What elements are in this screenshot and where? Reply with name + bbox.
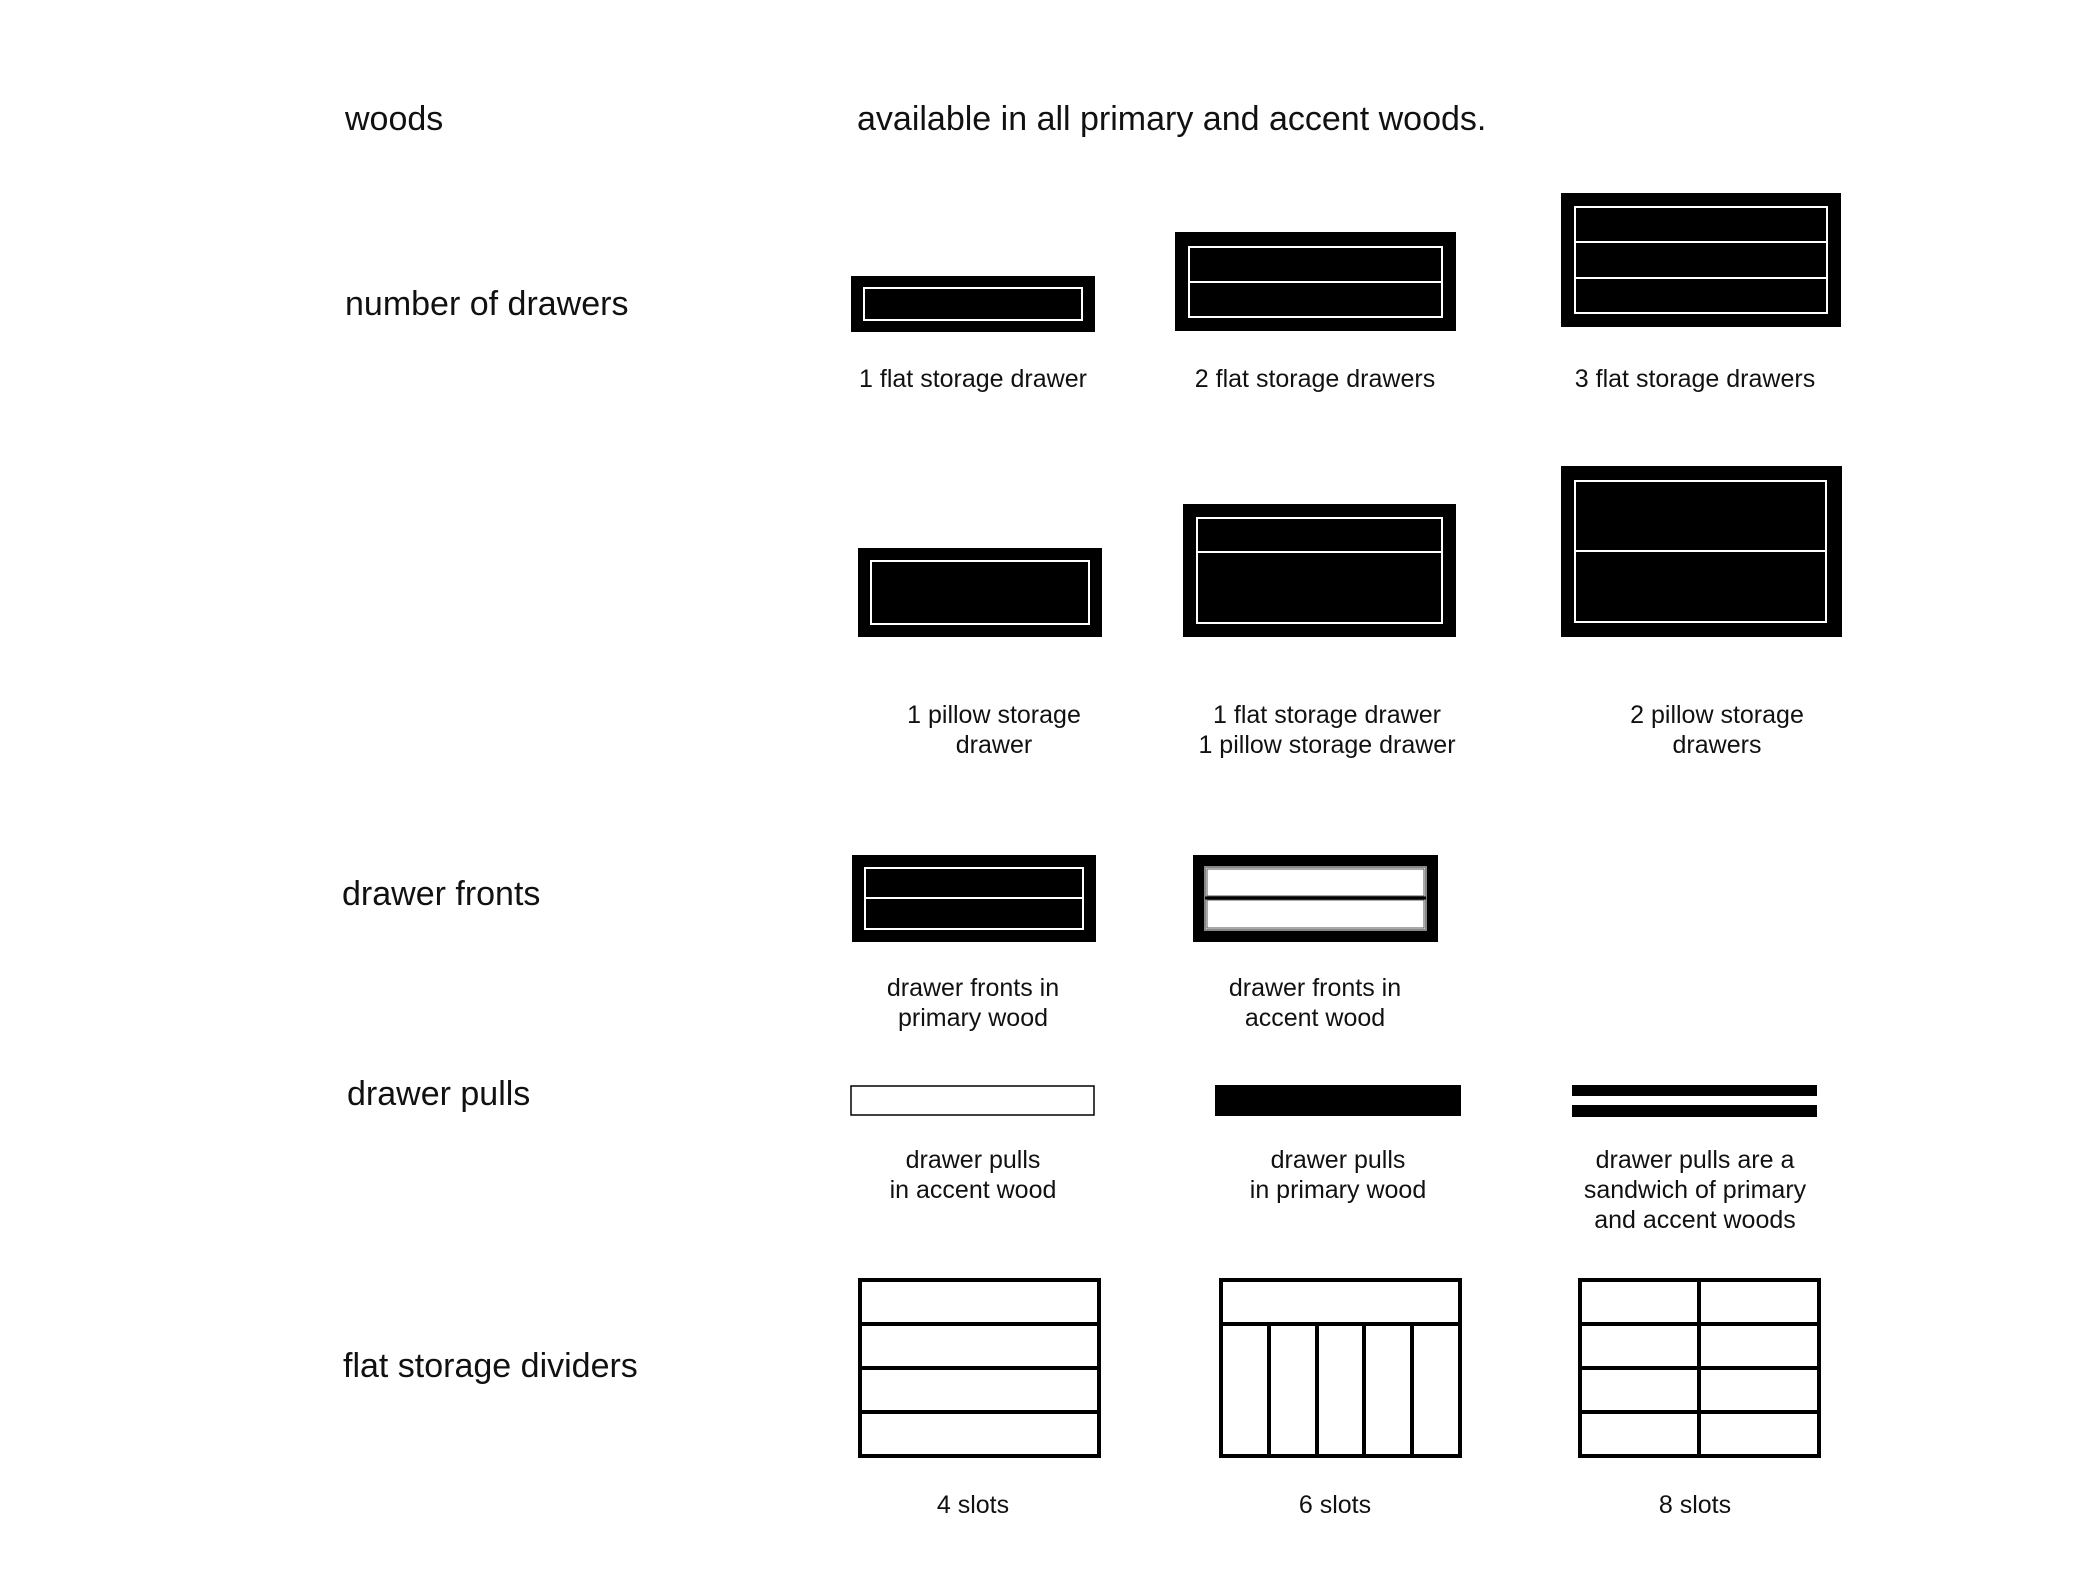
fronts-label: drawer fronts <box>342 875 541 913</box>
caption-pull-sandwich: drawer pulls are a sandwich of primary and accent woods <box>1583 1146 1807 1234</box>
caption-3-flat: 3 flat storage drawers <box>1574 365 1816 393</box>
pulls-label: drawer pulls <box>347 1075 531 1113</box>
caption-front-accent: drawer fronts in accent wood <box>1228 974 1402 1032</box>
caption-1-pillow: 1 pillow storage drawer <box>907 701 1081 759</box>
caption-1-flat: 1 flat storage drawer <box>859 365 1087 393</box>
caption-2-flat: 2 flat storage drawers <box>1194 365 1436 393</box>
drawer-option-1-pillow <box>858 548 1102 637</box>
caption-2-pillow: 2 pillow storage drawers <box>1630 701 1804 759</box>
front-accent-wood <box>1193 855 1438 942</box>
drawer-option-2-flat <box>1175 232 1456 331</box>
caption-flat-and-pillow: 1 flat storage drawer 1 pillow storage drawer <box>1198 701 1456 759</box>
divider-6-slots <box>1219 1278 1462 1458</box>
caption-6-slots: 6 slots <box>1298 1491 1372 1519</box>
caption-pull-accent: drawer pulls in accent wood <box>889 1146 1057 1204</box>
drawer-option-1-flat <box>851 276 1095 332</box>
drawer-option-3-flat <box>1561 193 1841 327</box>
woods-label: woods <box>345 100 444 138</box>
caption-front-primary: drawer fronts in primary wood <box>886 974 1060 1032</box>
drawer-option-2-pillow <box>1561 466 1842 637</box>
front-primary-wood <box>852 855 1096 942</box>
caption-4-slots: 4 slots <box>936 1491 1010 1519</box>
caption-pull-primary: drawer pulls in primary wood <box>1249 1146 1427 1204</box>
drawer-option-flat-and-pillow <box>1183 504 1456 637</box>
drawers-label: number of drawers <box>345 285 629 323</box>
divider-8-slots <box>1578 1278 1821 1458</box>
pull-accent-wood <box>850 1085 1095 1116</box>
woods-note: available in all primary and accent woods. <box>857 100 1487 138</box>
dividers-label: flat storage dividers <box>343 1347 638 1385</box>
pull-primary-wood <box>1215 1085 1461 1116</box>
caption-8-slots: 8 slots <box>1658 1491 1732 1519</box>
divider-4-slots <box>858 1278 1101 1458</box>
pull-sandwich <box>1572 1085 1817 1117</box>
